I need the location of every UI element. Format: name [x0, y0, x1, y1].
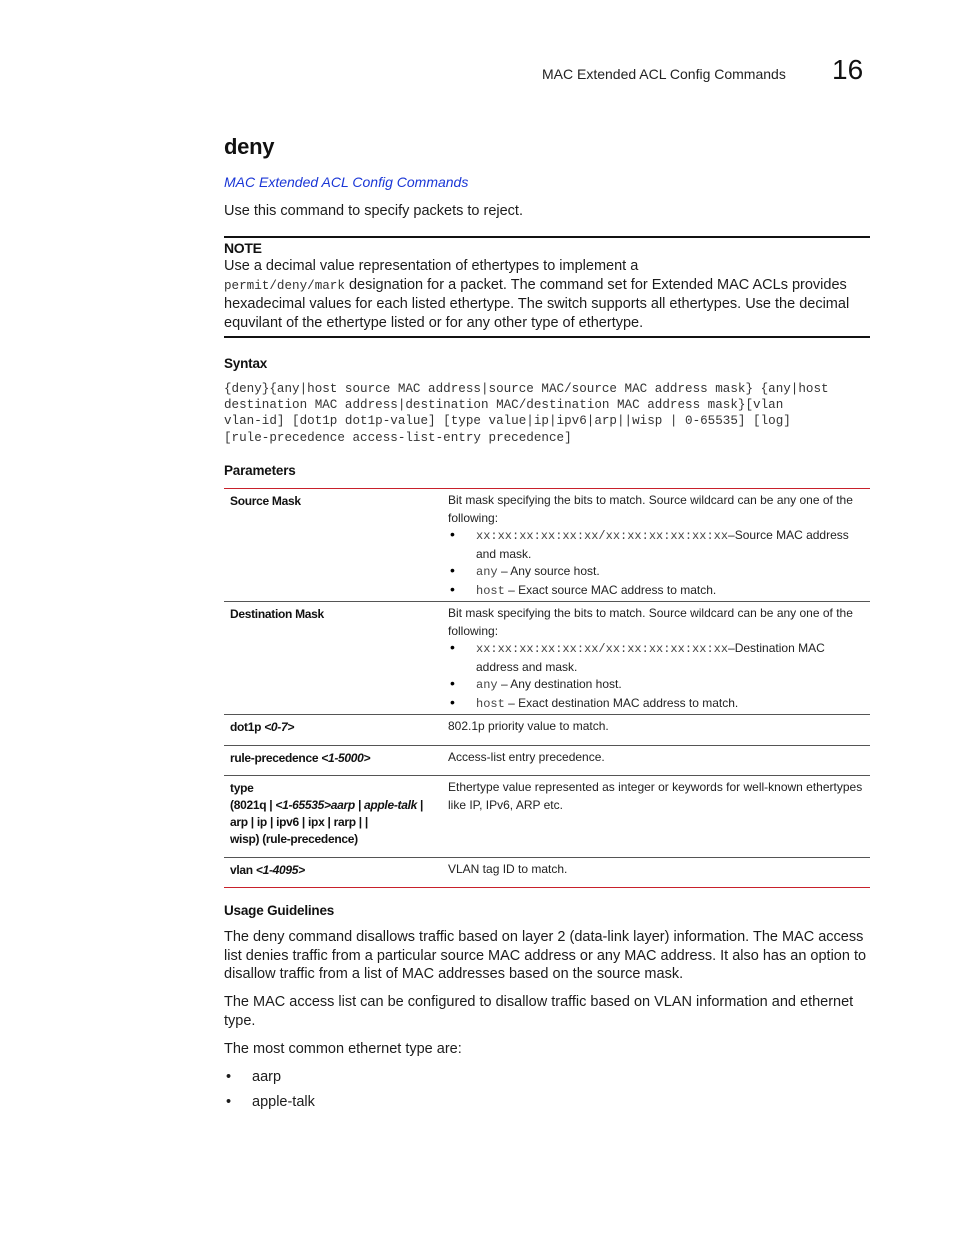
page-title: deny	[224, 134, 275, 159]
param-name	[224, 715, 442, 745]
param-desc: 802.1p priority value to match.	[448, 719, 609, 733]
bullet-text: apple-talk	[252, 1094, 315, 1110]
param-desc: Access-list entry precedence.	[448, 750, 605, 764]
parameters-heading: Parameters	[224, 463, 296, 478]
param-argument: <0-7>	[264, 720, 295, 734]
param-desc: Ethertype value represented as integer or keywords for well-known ethertypes like IP, IPv6, ARP etc.	[448, 780, 863, 812]
list-item	[226, 1093, 315, 1112]
breadcrumb-link[interactable]: MAC Extended ACL Config Commands	[224, 174, 469, 190]
table-row	[224, 714, 870, 745]
table-row	[224, 775, 870, 857]
intro-text: Use this command to specify packets to reject.	[224, 203, 523, 219]
param-name	[224, 776, 442, 857]
param-syntax-part: |	[417, 798, 424, 812]
option-text: –Source MAC address and mask.	[476, 528, 849, 561]
param-desc	[442, 489, 870, 601]
param-syntax-line: arp | ip | ipv6 | ipx | rarp | |	[230, 815, 368, 829]
note-line2: designation for a packet. The command set for Extended MAC ACLs provides hexadecimal values for each listed ethertype. The switch supports all ethertypes. Use the decimal equvilant of the ethertype listed or for any other type of ethertype.	[224, 276, 850, 331]
list-item	[448, 676, 864, 695]
param-options	[448, 640, 864, 713]
param-name	[224, 746, 442, 775]
syntax-line: [rule-precedence access-list-entry precedence]	[224, 430, 572, 445]
param-syntax-line	[230, 797, 436, 814]
option-text: –Destination MAC address and mask.	[476, 641, 825, 674]
table-row	[224, 601, 870, 714]
usage-paragraph-2: The MAC access list can be configured to disallow traffic based on VLAN information and ethernet type.	[224, 994, 854, 1029]
bullet-icon: •	[226, 1069, 232, 1085]
param-keyword: dot1p	[230, 720, 262, 734]
syntax-line: vlan-id] [dot1p dot1p-value] [type value|ip|ipv6|arp||wisp | 0-65535] [log]	[224, 414, 791, 429]
param-syntax-line: wisp) (rule-precedence)	[230, 832, 358, 846]
table-row	[224, 745, 870, 775]
param-argument: aarp | apple-talk	[330, 798, 418, 812]
param-argument: <1-4095>	[255, 863, 305, 877]
syntax-heading: Syntax	[224, 356, 268, 371]
chapter-number: 16	[832, 54, 864, 85]
option-text: – Any source host.	[497, 564, 600, 578]
table-row	[224, 489, 870, 601]
param-argument: <1-65535>	[275, 798, 331, 812]
list-item	[448, 563, 864, 582]
note-top-rule	[224, 236, 870, 238]
option-code: host	[476, 696, 505, 711]
param-keyword: type	[230, 781, 254, 795]
param-keyword: rule-precedence	[230, 751, 319, 765]
syntax-line: {deny}{any|host source MAC address|source MAC/source MAC address mask} {any|host	[224, 382, 829, 396]
option-text: – Exact destination MAC address to match.	[504, 695, 739, 710]
param-desc	[442, 602, 870, 714]
list-item	[448, 527, 864, 563]
note-label: NOTE	[224, 240, 262, 256]
bullet-icon: •	[226, 1094, 232, 1110]
note-bottom-rule	[224, 336, 870, 338]
note-code: permit/deny/mark	[224, 278, 345, 293]
note-line1: Use a decimal value representation of ethertypes to implement a	[224, 258, 639, 274]
option-text: – Exact source MAC address to match.	[504, 582, 717, 597]
syntax-block	[224, 381, 829, 446]
syntax-line: destination MAC address|destination MAC/destination MAC address mask}[vlan	[224, 398, 784, 413]
option-code: any	[476, 565, 498, 579]
option-code: xx:xx:xx:xx:xx:xx/xx:xx:xx:xx:xx:xx	[476, 642, 729, 656]
note-text	[224, 257, 870, 332]
usage-heading: Usage Guidelines	[224, 903, 335, 918]
param-name: Destination Mask	[230, 607, 324, 621]
param-name: Source Mask	[230, 494, 301, 508]
table-row	[224, 857, 870, 887]
option-code: host	[476, 583, 505, 598]
bullet-text: aarp	[252, 1069, 282, 1085]
list-item	[448, 640, 864, 676]
param-keyword: vlan	[230, 863, 253, 877]
param-argument: <1-5000>	[321, 751, 371, 765]
list-item	[448, 695, 864, 714]
param-desc-text: Bit mask specifying the bits to match. Source wildcard can be any one of the following:	[448, 606, 853, 638]
chapter-title: MAC Extended ACL Config Commands	[542, 66, 786, 82]
option-code: any	[476, 678, 498, 692]
option-text: – Any destination host.	[497, 677, 622, 691]
list-item	[226, 1068, 282, 1087]
usage-paragraph-3: The most common ethernet type are:	[224, 1041, 462, 1057]
param-desc-text: Bit mask specifying the bits to match. Source wildcard can be any one of the following:	[448, 493, 853, 525]
param-syntax-part: (8021q |	[230, 798, 276, 812]
param-options	[448, 527, 864, 600]
option-code: xx:xx:xx:xx:xx:xx/xx:xx:xx:xx:xx:xx	[476, 529, 729, 543]
param-name	[224, 858, 442, 887]
list-item	[448, 582, 864, 601]
param-desc: VLAN tag ID to match.	[448, 862, 568, 876]
parameters-table	[224, 488, 870, 888]
usage-paragraph-1: The deny command disallows traffic based on layer 2 (data-link layer) information. The MAC access list denies traffic from a particular source MAC address or any MAC address. It also has an option to disallow traffic from a list of MAC addresses based on the source mask.	[224, 929, 867, 982]
